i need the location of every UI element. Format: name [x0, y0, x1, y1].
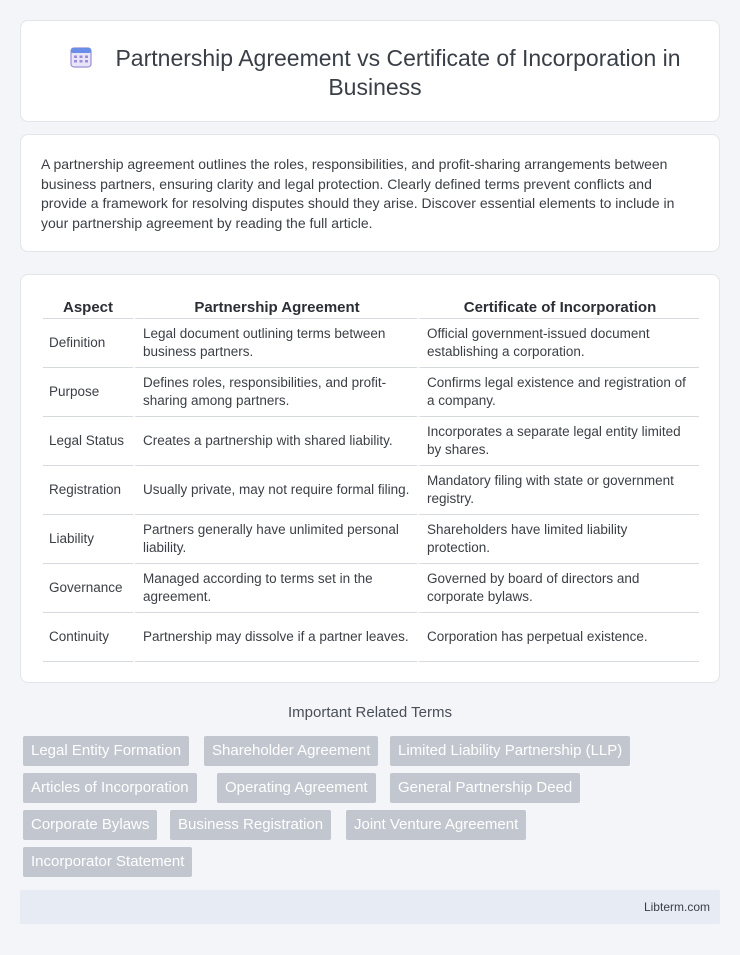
tag-limited-liability-partnership[interactable]: Limited Liability Partnership (LLP) [390, 736, 630, 766]
cell-aspect: Purpose [43, 368, 133, 417]
comparison-table [43, 297, 699, 662]
intro-paragraph: A partnership agreement outlines the roles, responsibilities, and profit-sharing arrangements between business partners, ensuring clarity and legal protection. Clearly defined terms prevent conflicts and provide a framework for resolving disputes should they arise. Discover essential elements to include in your partnership agreement by reading the full article. [41, 156, 675, 231]
table-header-row [43, 297, 699, 319]
tag-articles-of-incorporation[interactable]: Articles of Incorporation [23, 773, 197, 803]
cell-incorporation: Corporation has perpetual existence. [417, 613, 699, 662]
cell-aspect: Governance [43, 564, 133, 613]
page-title-text: Partnership Agreement vs Certificate of Incorporation in Business [115, 45, 681, 100]
page-title [51, 44, 699, 102]
table-row [43, 466, 699, 515]
related-terms-heading: Important Related Terms [288, 704, 452, 721]
cell-incorporation: Shareholders have limited liability protection. [417, 515, 699, 564]
cell-incorporation: Mandatory filing with state or government registry. [417, 466, 699, 515]
cell-partnership: Partnership may dissolve if a partner leaves. [133, 613, 417, 662]
table-row [43, 417, 699, 466]
cell-aspect: Definition [43, 319, 133, 368]
cell-partnership: Partners generally have unlimited personal liability. [133, 515, 417, 564]
table-row [43, 613, 699, 662]
table-row [43, 319, 699, 368]
tag-joint-venture-agreement[interactable]: Joint Venture Agreement [346, 810, 526, 840]
header-partnership-agreement: Partnership Agreement [133, 297, 417, 319]
intro-card [20, 134, 720, 252]
cell-incorporation: Confirms legal existence and registration of a company. [417, 368, 699, 417]
cell-aspect: Registration [43, 466, 133, 515]
tag-legal-entity-formation[interactable]: Legal Entity Formation [23, 736, 189, 766]
tag-shareholder-agreement[interactable]: Shareholder Agreement [204, 736, 378, 766]
header-certificate-of-incorporation: Certificate of Incorporation [417, 297, 699, 319]
comparison-card [20, 274, 720, 683]
tag-general-partnership-deed[interactable]: General Partnership Deed [390, 773, 580, 803]
cell-aspect: Legal Status [43, 417, 133, 466]
cell-partnership: Defines roles, responsibilities, and profit-sharing among partners. [133, 368, 417, 417]
calendar-icon [69, 45, 93, 69]
tag-business-registration[interactable]: Business Registration [170, 810, 331, 840]
footer-site-link[interactable]: Libterm.com [643, 900, 710, 914]
cell-partnership: Usually private, may not require formal filing. [133, 466, 417, 515]
cell-aspect: Continuity [43, 613, 133, 662]
title-card [20, 20, 720, 122]
cell-partnership: Legal document outlining terms between business partners. [133, 319, 417, 368]
table-row [43, 515, 699, 564]
table-row [43, 564, 699, 613]
footer [20, 890, 720, 924]
table-row [43, 368, 699, 417]
tag-corporate-bylaws[interactable]: Corporate Bylaws [23, 810, 157, 840]
cell-incorporation: Incorporates a separate legal entity limited by shares. [417, 417, 699, 466]
header-aspect: Aspect [43, 297, 133, 319]
tag-incorporator-statement[interactable]: Incorporator Statement [23, 847, 192, 877]
cell-partnership: Creates a partnership with shared liability. [133, 417, 417, 466]
cell-incorporation: Governed by board of directors and corporate bylaws. [417, 564, 699, 613]
cell-partnership: Managed according to terms set in the agreement. [133, 564, 417, 613]
cell-incorporation: Official government-issued document establishing a corporation. [417, 319, 699, 368]
cell-aspect: Liability [43, 515, 133, 564]
tag-operating-agreement[interactable]: Operating Agreement [217, 773, 376, 803]
